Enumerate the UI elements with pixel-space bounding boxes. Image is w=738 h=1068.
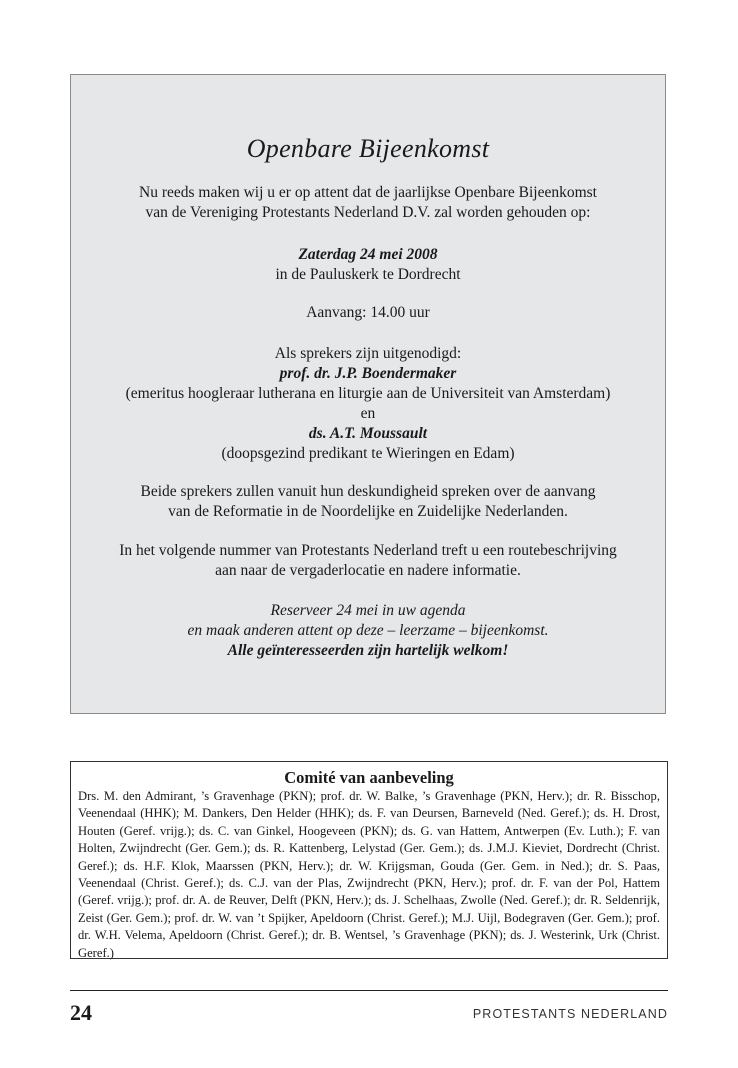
speaker-1-description: (emeritus hoogleraar lutherana en liturgie aan de Universiteit van Amsterdam) — [125, 385, 611, 402]
topic-line-1: Beide sprekers zullen vanuit hun deskundigheid spreken over de aanvang — [140, 483, 596, 500]
reserve-line-1: Reserveer 24 mei in uw agenda — [270, 602, 466, 619]
committee-title: Comité van aanbeveling — [284, 768, 454, 787]
event-date: Zaterdag 24 mei 2008 — [298, 246, 438, 263]
footer-divider — [70, 990, 668, 991]
next-issue-paragraph — [71, 541, 665, 581]
topic-paragraph — [71, 482, 665, 522]
speakers-block — [71, 344, 665, 464]
intro-paragraph — [71, 183, 665, 223]
event-date-block — [71, 245, 665, 285]
reserve-line-2: en maak anderen attent op deze – leerzame – bijeenkomst. — [187, 622, 549, 639]
intro-line-1: Nu reeds maken wij u er op attent dat de jaarlijkse Openbare Bijeenkomst — [139, 184, 597, 201]
welcome-line: Alle geïnteresseerden zijn hartelijk welkom! — [227, 642, 509, 659]
committee-members-text: Drs. M. den Admirant, ’s Gravenhage (PKN); prof. dr. W. Balke, ’s Gravenhage (PKN, Herv.); dr. R. Bisschop, Veenendaal (HHK); M. Dankers, Den Helder (HHK); ds. F. van Deursen, Barneveld (Ned. Geref.); ds. H. Drost, Houten (Geref. vrijg.); ds. C. van Ginkel, Hoogeveen (PKN); ds. G. van Hattem, Antwerpen (Ev. Luth.); F. van Holten, Zwijndrecht (Ger. Gem.); ds. R. Kattenberg, Lelystad (Ger. Gem.); ds. J.M.J. Kieviet, Dordrecht (Christ. Geref.); ds. H.F. Klok, Maarssen (PKN, Herv.); dr. W. Krijgsman, Gouda (Ger. Gem. in Ned.); dr. S. Paas, Veenendaal (Christ. Geref.); ds. C.J. van der Plas, Zwijndrecht (PKN, Herv.); prof. dr. F. van der Pol, Hattem (Geref. vrijg.); prof. dr. A. de Reuver, Delft (PKN, Herv.); ds. J. Schelhaas, Zwolle (Ned. Geref.); dr. R. Seldenrijk, Zeist (Ger. Gem.); prof. dr. W. van ’t Spijker, Apeldoorn (Christ. Geref.); M.J. Uijl, Bodegraven (Ger. Gem.); prof. dr. W.H. Velema, Apeldoorn (Christ. Geref.); dr. B. Wentsel, ’s Gravenhage (PKN); ds. J. Westerink, Urk (Christ. Geref.) — [78, 789, 660, 960]
next-issue-line-1: In het volgende nummer van Protestants Nederland treft u een routebeschrijving — [119, 542, 617, 559]
next-issue-line-2: aan naar de vergaderlocatie en nadere informatie. — [215, 562, 521, 579]
speaker-2-name: ds. A.T. Moussault — [308, 425, 428, 442]
speakers-intro: Als sprekers zijn uitgenodigd: — [274, 345, 462, 362]
reserve-block — [71, 601, 665, 661]
start-time: Aanvang: 14.00 uur — [306, 304, 430, 321]
announcement-title: Openbare Bijeenkomst — [246, 134, 490, 163]
page-number: 24 — [70, 1000, 92, 1025]
speakers-conjunction: en — [360, 405, 376, 422]
event-location: in de Pauluskerk te Dordrecht — [275, 266, 461, 283]
intro-line-2: van de Vereniging Protestants Nederland D.V. zal worden gehouden op: — [145, 204, 591, 221]
topic-line-2: van de Reformatie in de Noordelijke en Zuidelijke Nederlanden. — [168, 503, 568, 520]
speaker-2-description: (doopsgezind predikant te Wieringen en Edam) — [221, 445, 515, 462]
speaker-1-name: prof. dr. J.P. Boendermaker — [279, 365, 457, 382]
announcement-box — [70, 74, 666, 714]
committee-box — [70, 761, 668, 959]
magazine-name: PROTESTANTS NEDERLAND — [472, 1007, 668, 1021]
